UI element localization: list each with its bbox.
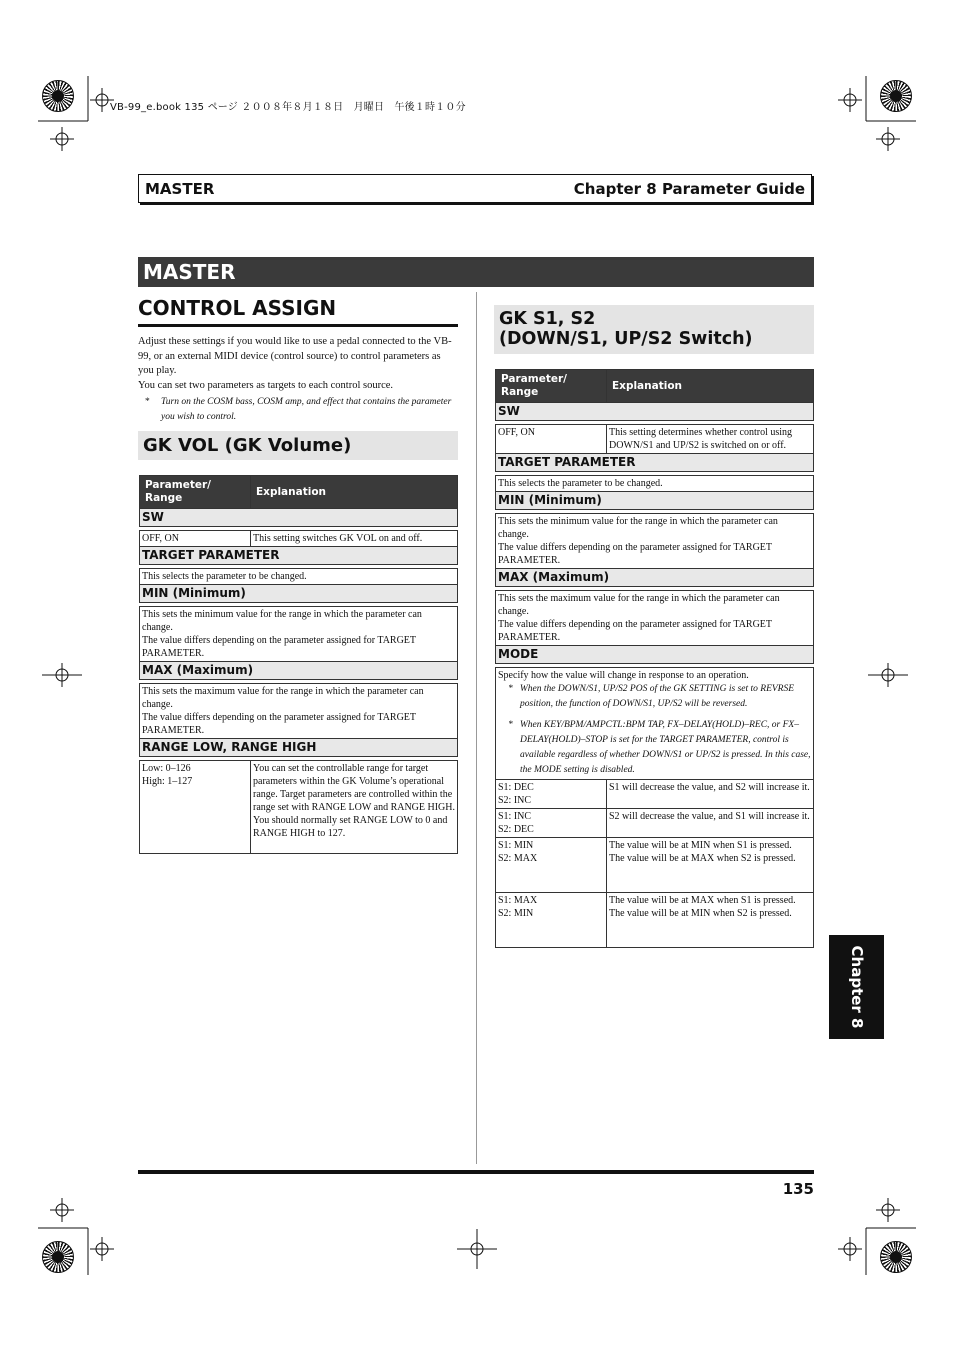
table-row bbox=[140, 684, 458, 739]
table-row bbox=[496, 668, 814, 780]
min-heading: MIN (Minimum) bbox=[140, 585, 458, 603]
note-marker: * bbox=[145, 397, 150, 407]
max-text-1: This sets the maximum value for the range in which the parameter can change. bbox=[142, 686, 424, 710]
sw-heading: SW bbox=[140, 509, 458, 527]
sw-explanation: This setting determines whether control using DOWN/S1 and UP/S2 is switched on or off. bbox=[607, 425, 814, 454]
table-header-row bbox=[140, 476, 458, 509]
min-text-2: The value differs depending on the parameter assigned for TARGET PARAMETER. bbox=[498, 542, 772, 566]
mode-note-2 bbox=[498, 718, 811, 778]
min-text-2: The value differs depending on the parameter assigned for TARGET PARAMETER. bbox=[142, 635, 416, 659]
mode-note-2-marker: * bbox=[508, 720, 513, 730]
column-divider bbox=[476, 292, 477, 1164]
gk-s1s2-table bbox=[495, 369, 814, 948]
min-heading: MIN (Minimum) bbox=[496, 492, 814, 510]
target-heading: TARGET PARAMETER bbox=[140, 547, 458, 565]
table-row bbox=[140, 607, 458, 662]
note-text: Turn on the COSM bass, COSM amp, and effect that contains the parameter you wish to control. bbox=[161, 397, 452, 422]
mode-note-1-text: When the DOWN/S1, UP/S2 POS of the GK SETTING is set to REVRSE position, the function of DOWN/S1, UP/S2 will be reversed. bbox=[519, 684, 795, 709]
mode-option-a: S1: DEC bbox=[498, 782, 534, 793]
mode-option-a: S1: MIN bbox=[498, 840, 534, 851]
running-header bbox=[138, 174, 812, 203]
mode-note-1-marker: * bbox=[508, 684, 513, 694]
control-assign-title: CONTROL ASSIGN bbox=[138, 296, 337, 320]
mode-text: Specify how the value will change in response to an operation. bbox=[498, 670, 749, 681]
mode-note-1 bbox=[498, 682, 811, 712]
mode-option-explanation: S1 will decrease the value, and S2 will increase it. bbox=[609, 782, 810, 793]
table-row bbox=[496, 893, 814, 948]
range-heading: RANGE LOW, RANGE HIGH bbox=[140, 739, 458, 757]
mode-option-explanation: The value will be at MIN when S1 is pressed. bbox=[609, 840, 792, 851]
max-text-1: This sets the maximum value for the range in which the parameter can change. bbox=[498, 593, 780, 617]
range-explanation: You can set the controllable range for target parameters within the GK Volume’s operational range. Target parameters are controlled within the range set with RANGE LOW and RANGE HIGH. You should normally set RANGE LOW to 0 and RANGE HIGH to 127. bbox=[251, 761, 458, 854]
chapter-tab bbox=[829, 935, 884, 1039]
table-row bbox=[496, 476, 814, 492]
min-text-1: This sets the minimum value for the range in which the parameter can change. bbox=[142, 609, 422, 633]
min-text-1: This sets the minimum value for the range in which the parameter can change. bbox=[498, 516, 778, 540]
intro-paragraph-1: Adjust these settings if you would like to use a pedal connected to the VB-99, or an external MIDI device (control source) to control parameters as you play. bbox=[138, 336, 452, 376]
col-header-explanation: Explanation bbox=[607, 370, 814, 403]
max-heading: MAX (Maximum) bbox=[140, 662, 458, 680]
gk-s1s2-heading bbox=[494, 305, 814, 354]
mode-option-explanation-2: The value will be at MAX when S2 is pressed. bbox=[609, 853, 796, 864]
section-title-bar: MASTER bbox=[138, 257, 814, 287]
range-low: Low: 0–126 bbox=[142, 763, 191, 774]
mode-option-b: S2: MIN bbox=[498, 908, 534, 919]
sw-range: OFF, ON bbox=[496, 425, 607, 454]
chapter-tab-label: Chapter 8 bbox=[847, 945, 866, 1029]
target-heading: TARGET PARAMETER bbox=[496, 454, 814, 472]
gk-s1s2-title-line-1: GK S1, S2 bbox=[499, 309, 596, 329]
control-assign-intro bbox=[138, 335, 456, 393]
gk-s1s2-title-line-2: (DOWN/S1, UP/S2 Switch) bbox=[499, 329, 753, 349]
range-high: High: 1–127 bbox=[142, 776, 193, 787]
intro-paragraph-2: You can set two parameters as targets to each control source. bbox=[138, 379, 394, 391]
mode-option-b: S2: DEC bbox=[498, 824, 534, 835]
page-number: 135 bbox=[782, 1180, 814, 1198]
footer-rule bbox=[138, 1170, 814, 1174]
header-left: MASTER bbox=[145, 179, 215, 198]
control-assign-note bbox=[145, 395, 453, 425]
target-text: This selects the parameter to be changed. bbox=[140, 569, 458, 585]
control-assign-rule bbox=[138, 324, 458, 327]
max-text-2: The value differs depending on the parameter assigned for TARGET PARAMETER. bbox=[142, 712, 416, 736]
mode-note-2-text: When KEY/BPM/AMPCTL:BPM TAP, FX–DELAY(HOLD)–REC, or FX–DELAY(HOLD)–STOP is set for the TARGET PARAMETER, control is available regardless of whether DOWN/S1 or UP/S2 is pressed. In this case, the MODE setting is disabled. bbox=[519, 720, 811, 775]
col-header-parameter: Parameter/ Range bbox=[140, 476, 251, 509]
table-row bbox=[496, 425, 814, 454]
mode-option-explanation: The value will be at MAX when S1 is pressed. bbox=[609, 895, 796, 906]
table-row bbox=[140, 531, 458, 547]
target-text: This selects the parameter to be changed. bbox=[496, 476, 814, 492]
header-right: Chapter 8 Parameter Guide bbox=[573, 179, 805, 198]
table-row bbox=[140, 761, 458, 854]
col-header-explanation: Explanation bbox=[251, 476, 458, 509]
sw-range: OFF, ON bbox=[140, 531, 251, 547]
table-row bbox=[496, 838, 814, 893]
max-heading: MAX (Maximum) bbox=[496, 569, 814, 587]
mode-option-b: S2: MAX bbox=[498, 853, 538, 864]
table-row bbox=[140, 569, 458, 585]
mode-option-b: S2: INC bbox=[498, 795, 532, 806]
mode-option-explanation: S2 will decrease the value, and S1 will increase it. bbox=[609, 811, 810, 822]
gk-vol-heading: GK VOL (GK Volume) bbox=[138, 431, 458, 460]
table-row bbox=[496, 809, 814, 838]
table-row bbox=[496, 514, 814, 569]
sw-heading: SW bbox=[496, 403, 814, 421]
table-row bbox=[496, 591, 814, 646]
mode-option-a: S1: MAX bbox=[498, 895, 538, 906]
mode-option-a: S1: INC bbox=[498, 811, 532, 822]
sw-explanation: This setting switches GK VOL on and off. bbox=[251, 531, 458, 547]
max-text-2: The value differs depending on the parameter assigned for TARGET PARAMETER. bbox=[498, 619, 772, 643]
table-header-row bbox=[496, 370, 814, 403]
col-header-parameter: Parameter/ Range bbox=[496, 370, 607, 403]
file-info: VB-99_e.book 135 ページ ２００８年８月１８日 月曜日 午後１時１０分 bbox=[110, 102, 466, 113]
mode-heading: MODE bbox=[496, 646, 814, 664]
gk-vol-table bbox=[139, 475, 458, 854]
table-row bbox=[496, 780, 814, 809]
mode-option-explanation-2: The value will be at MIN when S2 is pressed. bbox=[609, 908, 792, 919]
